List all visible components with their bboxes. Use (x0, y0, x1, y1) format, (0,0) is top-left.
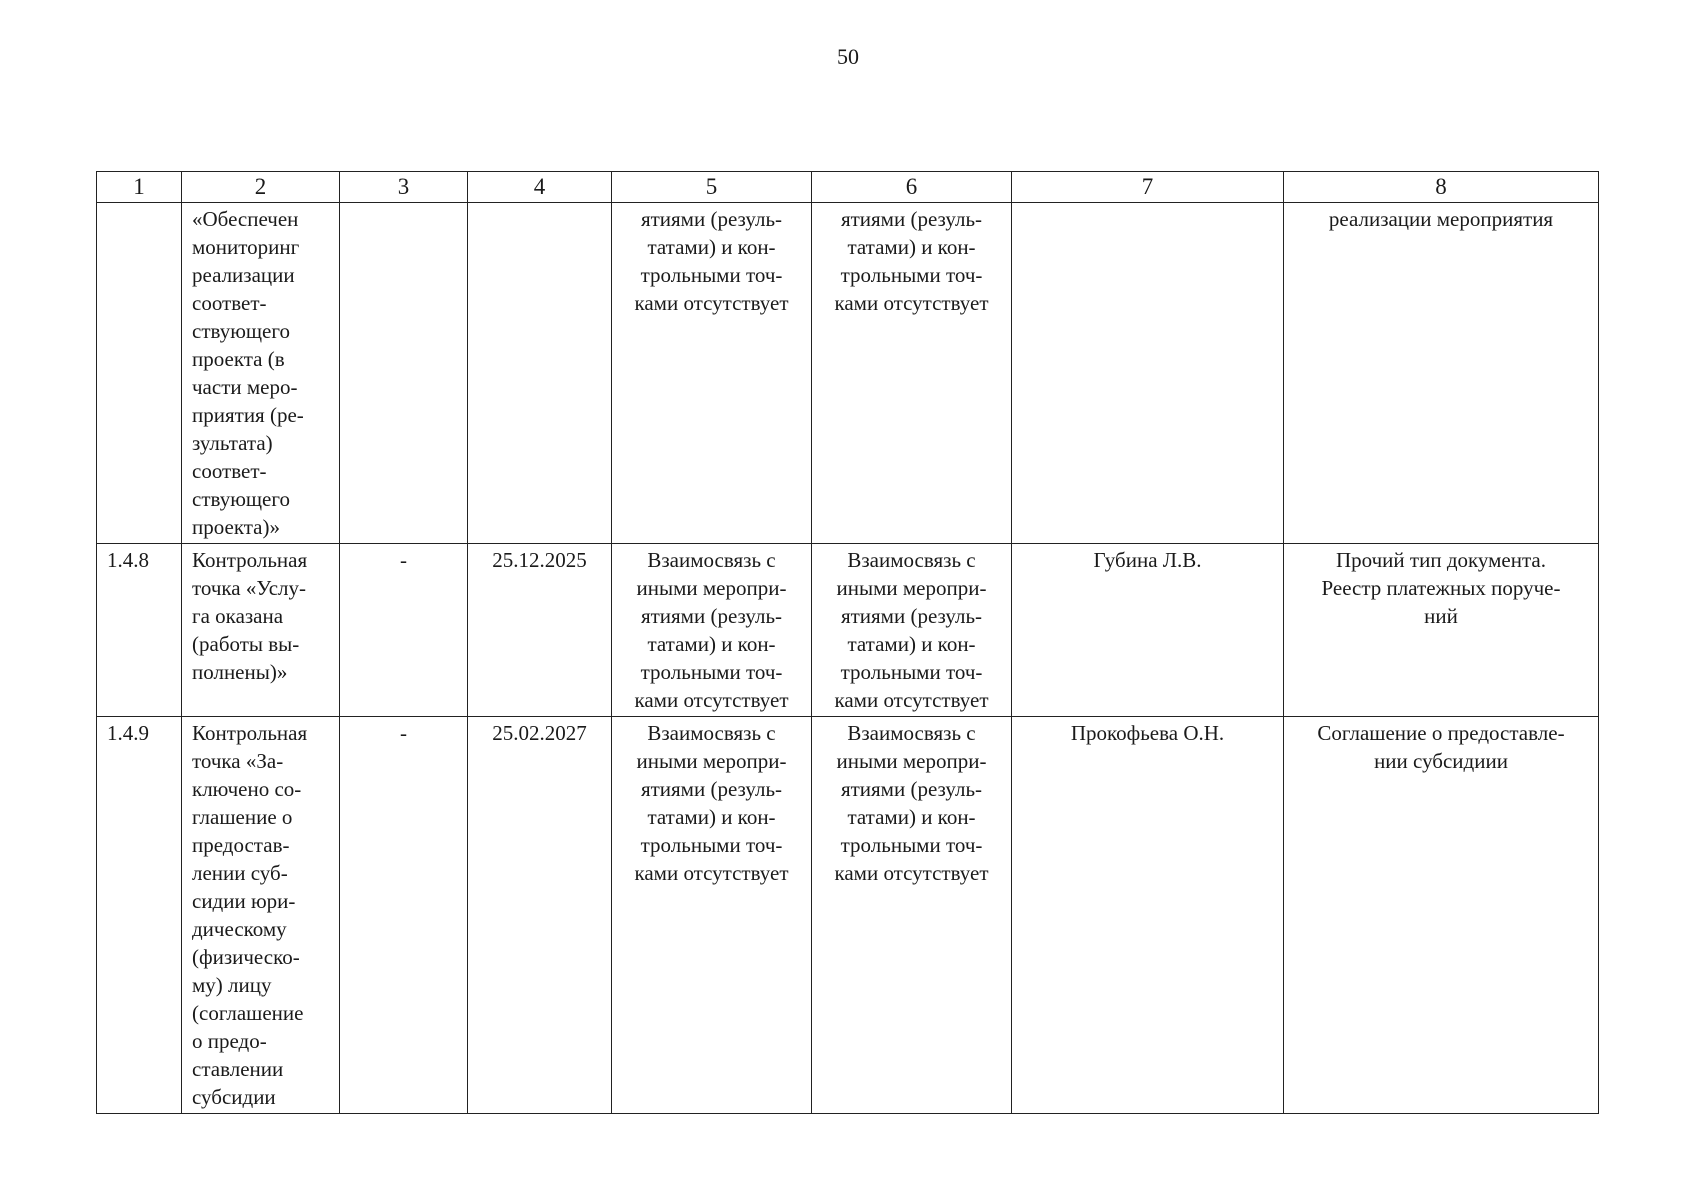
row-col6: ятиями (резуль- татами) и кон- трольными точ- ками отсутствует (812, 203, 1012, 544)
table-row (97, 544, 1599, 717)
row-document: Соглашение о предоставле- нии субсидиии (1284, 717, 1599, 1114)
row-predecessor: - (340, 544, 468, 717)
row-responsible: Прокофьева О.Н. (1012, 717, 1284, 1114)
row-document: Прочий тип документа. Реестр платежных поруче- ний (1284, 544, 1599, 717)
row-document: реализации мероприятия (1284, 203, 1599, 544)
row-col6: Взаимосвязь с иными меропри- ятиями (резуль- татами) и кон- трольными точ- ками отсутствует (812, 717, 1012, 1114)
header-cell: 6 (812, 172, 1012, 203)
row-predecessor: - (340, 717, 468, 1114)
row-predecessor (340, 203, 468, 544)
header-cell: 5 (612, 172, 812, 203)
row-col5: Взаимосвязь с иными меропри- ятиями (резуль- татами) и кон- трольными точ- ками отсутствует (612, 544, 812, 717)
row-date: 25.02.2027 (468, 717, 612, 1114)
table-header-row (97, 172, 1599, 203)
row-name: «Обеспечен мониторинг реализации соответ- ствующего проекта (в части меро- приятия (ре- зультата) соответ- ствующего проекта)» (182, 203, 340, 544)
row-name: Контрольная точка «За- ключено со- глашение о предостав- лении суб- сидии юри- дическому (физическо- му) лицу (соглашение о предо- ставлении субсидии (182, 717, 340, 1114)
row-responsible: Губина Л.В. (1012, 544, 1284, 717)
table-row (97, 203, 1599, 544)
header-cell: 2 (182, 172, 340, 203)
header-cell: 1 (97, 172, 182, 203)
plan-table (96, 171, 1599, 1114)
header-cell: 4 (468, 172, 612, 203)
row-col6: Взаимосвязь с иными меропри- ятиями (резуль- татами) и кон- трольными точ- ками отсутствует (812, 544, 1012, 717)
header-cell: 3 (340, 172, 468, 203)
page-number: 50 (837, 44, 859, 69)
table-row (97, 717, 1599, 1114)
header-cell: 7 (1012, 172, 1284, 203)
row-number: 1.4.8 (97, 544, 182, 717)
row-col5: ятиями (резуль- татами) и кон- трольными точ- ками отсутствует (612, 203, 812, 544)
header-cell: 8 (1284, 172, 1599, 203)
row-name: Контрольная точка «Услу- га оказана (работы вы- полнены)» (182, 544, 340, 717)
row-col5: Взаимосвязь с иными меропри- ятиями (резуль- татами) и кон- трольными точ- ками отсутствует (612, 717, 812, 1114)
row-date (468, 203, 612, 544)
row-date: 25.12.2025 (468, 544, 612, 717)
row-responsible (1012, 203, 1284, 544)
row-number: 1.4.9 (97, 717, 182, 1114)
row-number (97, 203, 182, 544)
